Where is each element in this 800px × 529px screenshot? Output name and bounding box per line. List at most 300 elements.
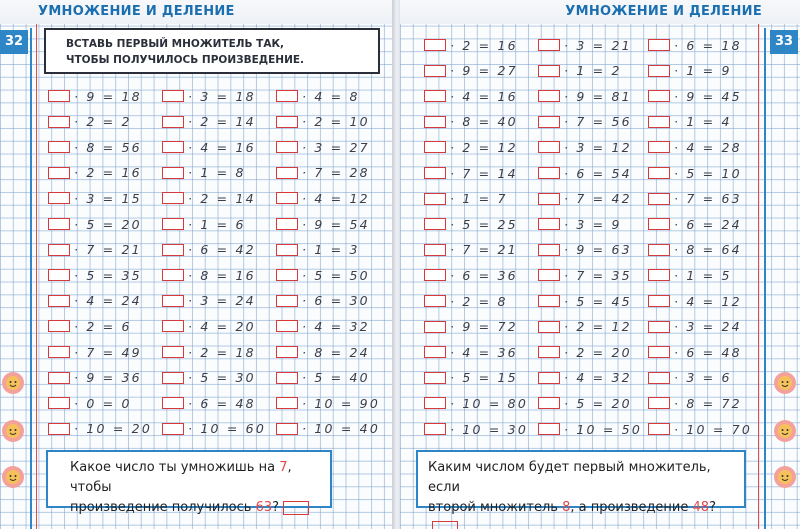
answer-box[interactable]: [276, 423, 298, 435]
exercise-row: [162, 140, 256, 154]
answer-box[interactable]: [276, 397, 298, 409]
sun-icon: [772, 418, 798, 444]
equation-text: · 1 = 7: [450, 191, 508, 207]
equation-text: · 4 = 8: [302, 88, 360, 104]
answer-box[interactable]: [162, 346, 184, 358]
equation-text: · 3 = 15: [74, 190, 142, 206]
equation-text: · 7 = 42: [564, 191, 632, 207]
exercise-row: [48, 140, 142, 154]
sun-icon: [0, 370, 26, 396]
left-question-text-4: ?: [272, 500, 280, 515]
answer-box[interactable]: [648, 295, 670, 307]
answer-box[interactable]: [162, 295, 184, 307]
answer-box[interactable]: [538, 65, 560, 77]
instruction-box: [44, 28, 380, 74]
right-blue-strip: [764, 28, 766, 529]
equation-text: · 3 = 12: [564, 139, 632, 155]
answer-box[interactable]: [48, 397, 70, 409]
answer-box[interactable]: [424, 65, 446, 77]
exercise-row: [162, 319, 256, 333]
exercise-row: [424, 345, 518, 359]
left-question-number-2: 63: [255, 500, 273, 515]
sun-icon: [772, 464, 798, 490]
equation-text: · 2 = 6: [74, 318, 132, 334]
equation-text: · 6 = 48: [188, 395, 256, 411]
equation-text: · 8 = 40: [450, 114, 518, 130]
exercise-row: [648, 345, 742, 359]
exercise-row: [424, 115, 518, 129]
answer-box[interactable]: [648, 65, 670, 77]
equation-text: · 9 = 63: [564, 242, 632, 258]
equation-text: · 10 = 70: [674, 421, 752, 437]
equation-text: · 3 = 21: [564, 37, 632, 53]
equation-text: · 2 = 10: [302, 114, 370, 130]
answer-box[interactable]: [538, 269, 560, 281]
equation-text: · 2 = 16: [74, 165, 142, 181]
answer-box[interactable]: [48, 167, 70, 179]
sun-icon: [0, 464, 26, 490]
right-header-title: УМНОЖЕНИЕ И ДЕЛЕНИЕ: [565, 4, 762, 19]
equation-text: · 6 = 30: [302, 293, 370, 309]
left-question-answer-box[interactable]: [283, 501, 309, 515]
answer-box[interactable]: [424, 423, 446, 435]
exercise-row: [48, 422, 152, 436]
exercise-row: [538, 192, 632, 206]
left-question-text-2: , чтобы: [70, 460, 292, 495]
left-header-title: УМНОЖЕНИЕ И ДЕЛЕНИЕ: [38, 4, 235, 19]
equation-text: · 7 = 63: [674, 191, 742, 207]
answer-box[interactable]: [648, 423, 670, 435]
answer-box[interactable]: [424, 167, 446, 179]
equation-text: · 9 = 18: [74, 88, 142, 104]
exercise-row: [48, 268, 142, 282]
answer-box[interactable]: [48, 346, 70, 358]
exercise-row: [276, 294, 370, 308]
answer-box[interactable]: [162, 116, 184, 128]
answer-box[interactable]: [48, 192, 70, 204]
equation-text: · 7 = 21: [450, 242, 518, 258]
answer-box[interactable]: [48, 141, 70, 153]
left-header: [0, 0, 392, 24]
equation-text: · 5 = 30: [188, 370, 256, 386]
exercise-row: [162, 115, 256, 129]
answer-box[interactable]: [538, 39, 560, 51]
answer-box[interactable]: [538, 372, 560, 384]
exercise-row: [648, 217, 742, 231]
equation-text: · 2 = 12: [450, 139, 518, 155]
exercise-row: [538, 268, 632, 282]
equation-text: · 10 = 30: [450, 421, 528, 437]
answer-box[interactable]: [162, 397, 184, 409]
exercise-row: [538, 345, 632, 359]
equation-text: · 1 = 4: [674, 114, 732, 130]
answer-box[interactable]: [276, 167, 298, 179]
left-question-text-3: произведение получилось: [70, 500, 256, 515]
left-page-number: 32: [0, 30, 28, 54]
equation-text: · 2 = 14: [188, 190, 256, 206]
equation-text: · 2 = 20: [564, 344, 632, 360]
equation-text: · 4 = 28: [674, 139, 742, 155]
exercise-row: [48, 345, 142, 359]
exercise-row: [538, 217, 622, 231]
exercise-row: [48, 396, 132, 410]
equation-text: · 10 = 40: [302, 421, 380, 437]
equation-text: · 4 = 24: [74, 293, 142, 309]
left-margin-line: [36, 24, 37, 529]
equation-text: · 6 = 18: [674, 37, 742, 53]
equation-text: · 5 = 25: [450, 216, 518, 232]
equation-text: · 7 = 56: [564, 114, 632, 130]
equation-text: · 5 = 45: [564, 293, 632, 309]
exercise-row: [538, 38, 632, 52]
equation-text: · 8 = 72: [674, 395, 742, 411]
equation-text: · 3 = 24: [674, 319, 742, 335]
answer-box[interactable]: [538, 295, 560, 307]
answer-box[interactable]: [48, 372, 70, 384]
equation-text: · 0 = 0: [74, 395, 132, 411]
equation-text: · 1 = 3: [302, 242, 360, 258]
exercise-row: [48, 191, 142, 205]
exercise-row: [276, 243, 360, 257]
exercise-row: [538, 371, 632, 385]
answer-box[interactable]: [48, 295, 70, 307]
right-question-answer-box[interactable]: [432, 521, 458, 529]
exercise-row: [424, 371, 518, 385]
instruction-line-2: ЧТОБЫ ПОЛУЧИЛОСЬ ПРОИЗВЕДЕНИЕ.: [66, 54, 305, 66]
exercise-row: [648, 294, 742, 308]
exercise-row: [648, 192, 742, 206]
left-blue-strip: [30, 28, 32, 529]
equation-text: · 4 = 16: [188, 139, 256, 155]
exercise-row: [162, 345, 256, 359]
equation-text: · 7 = 14: [450, 165, 518, 181]
answer-box[interactable]: [162, 192, 184, 204]
equation-text: · 4 = 12: [302, 190, 370, 206]
exercise-row: [276, 140, 370, 154]
answer-box[interactable]: [648, 321, 670, 333]
exercise-row: [48, 89, 142, 103]
answer-box[interactable]: [538, 321, 560, 333]
exercise-row: [424, 320, 518, 334]
answer-box[interactable]: [162, 320, 184, 332]
right-page-number: 33: [770, 30, 798, 54]
answer-box[interactable]: [276, 218, 298, 230]
equation-text: · 1 = 9: [674, 63, 732, 79]
equation-text: · 7 = 35: [564, 267, 632, 283]
equation-text: · 3 = 24: [188, 293, 256, 309]
exercise-row: [424, 268, 518, 282]
exercise-row: [162, 396, 256, 410]
answer-box[interactable]: [648, 167, 670, 179]
exercise-row: [48, 217, 142, 231]
answer-box[interactable]: [648, 193, 670, 205]
exercise-row: [538, 89, 632, 103]
right-question-text-1: Каким числом будет первый множитель, если: [428, 460, 711, 495]
answer-box[interactable]: [424, 346, 446, 358]
equation-text: · 4 = 32: [564, 370, 632, 386]
exercise-row: [162, 294, 256, 308]
exercise-row: [48, 166, 142, 180]
answer-box[interactable]: [276, 90, 298, 102]
equation-text: · 10 = 20: [74, 421, 152, 437]
exercise-row: [276, 319, 370, 333]
equation-text: · 10 = 50: [564, 421, 642, 437]
equation-text: · 9 = 54: [302, 216, 370, 232]
exercise-row: [276, 396, 380, 410]
answer-box[interactable]: [276, 116, 298, 128]
answer-box[interactable]: [48, 269, 70, 281]
answer-box[interactable]: [424, 372, 446, 384]
right-question-box: [416, 450, 746, 515]
exercise-row: [424, 217, 518, 231]
right-header: [400, 0, 800, 24]
equation-text: · 1 = 2: [564, 63, 622, 79]
equation-text: · 9 = 45: [674, 88, 742, 104]
exercise-row: [162, 217, 246, 231]
equation-text: · 5 = 10: [674, 165, 742, 181]
exercise-row: [276, 345, 370, 359]
equation-text: · 7 = 21: [74, 242, 142, 258]
right-question-text-4: ?: [709, 500, 716, 515]
book-spine: [392, 0, 400, 529]
right-question-number-2: 48: [692, 500, 710, 515]
answer-box[interactable]: [424, 39, 446, 51]
answer-box[interactable]: [538, 167, 560, 179]
equation-text: · 7 = 28: [302, 165, 370, 181]
equation-text: · 6 = 48: [674, 344, 742, 360]
exercise-row: [48, 294, 142, 308]
exercise-row: [162, 371, 256, 385]
equation-text: · 3 = 18: [188, 88, 256, 104]
exercise-row: [648, 422, 752, 436]
exercise-row: [538, 422, 642, 436]
exercise-row: [648, 64, 732, 78]
equation-text: · 5 = 20: [564, 395, 632, 411]
exercise-row: [648, 89, 742, 103]
exercise-row: [648, 320, 742, 334]
exercise-row: [538, 243, 632, 257]
equation-text: · 1 = 6: [188, 216, 246, 232]
answer-box[interactable]: [648, 90, 670, 102]
answer-box[interactable]: [276, 346, 298, 358]
equation-text: · 6 = 36: [450, 267, 518, 283]
answer-box[interactable]: [276, 192, 298, 204]
exercise-row: [276, 217, 370, 231]
sun-icon: [772, 370, 798, 396]
answer-box[interactable]: [48, 320, 70, 332]
answer-box[interactable]: [162, 167, 184, 179]
answer-box[interactable]: [162, 90, 184, 102]
answer-box[interactable]: [276, 141, 298, 153]
answer-box[interactable]: [424, 321, 446, 333]
answer-box[interactable]: [424, 141, 446, 153]
equation-text: · 8 = 16: [188, 267, 256, 283]
right-page: [400, 0, 800, 529]
equation-text: · 9 = 36: [74, 370, 142, 386]
answer-box[interactable]: [648, 116, 670, 128]
equation-text: · 10 = 80: [450, 395, 528, 411]
answer-box[interactable]: [424, 295, 446, 307]
equation-text: · 10 = 60: [188, 421, 266, 437]
answer-box[interactable]: [648, 141, 670, 153]
answer-box[interactable]: [48, 116, 70, 128]
exercise-row: [538, 166, 632, 180]
answer-box[interactable]: [162, 269, 184, 281]
answer-box[interactable]: [48, 244, 70, 256]
equation-text: · 4 = 20: [188, 318, 256, 334]
answer-box[interactable]: [424, 193, 446, 205]
equation-text: · 7 = 49: [74, 344, 142, 360]
answer-box[interactable]: [162, 218, 184, 230]
equation-text: · 2 = 14: [188, 114, 256, 130]
exercise-row: [648, 371, 732, 385]
exercise-row: [48, 243, 142, 257]
equation-text: · 2 = 16: [450, 37, 518, 53]
answer-box[interactable]: [48, 90, 70, 102]
answer-box[interactable]: [276, 295, 298, 307]
equation-text: · 5 = 15: [450, 370, 518, 386]
exercise-row: [424, 140, 518, 154]
sun-icon: [0, 418, 26, 444]
exercise-row: [424, 422, 528, 436]
answer-box[interactable]: [538, 423, 560, 435]
equation-text: · 9 = 27: [450, 63, 518, 79]
answer-box[interactable]: [424, 90, 446, 102]
answer-box[interactable]: [538, 116, 560, 128]
answer-box[interactable]: [276, 244, 298, 256]
exercise-row: [648, 268, 732, 282]
exercise-row: [424, 64, 518, 78]
right-question-text-2: второй множитель: [428, 500, 563, 515]
exercise-row: [538, 140, 632, 154]
equation-text: · 9 = 81: [564, 88, 632, 104]
exercise-row: [276, 371, 370, 385]
answer-box[interactable]: [648, 39, 670, 51]
left-question-box: [46, 450, 332, 515]
exercise-row: [424, 396, 528, 410]
exercise-row: [648, 115, 732, 129]
answer-box[interactable]: [276, 269, 298, 281]
exercise-row: [162, 243, 256, 257]
right-question-number-1: 8: [562, 500, 571, 515]
equation-text: · 2 = 2: [74, 114, 132, 130]
exercise-row: [162, 268, 256, 282]
answer-box[interactable]: [424, 397, 446, 409]
answer-box[interactable]: [162, 423, 184, 435]
equation-text: · 4 = 16: [450, 88, 518, 104]
exercise-row: [276, 191, 370, 205]
exercise-row: [424, 166, 518, 180]
equation-text: · 2 = 18: [188, 344, 256, 360]
equation-text: · 4 = 12: [674, 293, 742, 309]
equation-text: · 2 = 12: [564, 319, 632, 335]
equation-text: · 5 = 50: [302, 267, 370, 283]
answer-box[interactable]: [538, 244, 560, 256]
exercise-row: [424, 192, 508, 206]
answer-box[interactable]: [162, 244, 184, 256]
equation-text: · 5 = 35: [74, 267, 142, 283]
answer-box[interactable]: [538, 346, 560, 358]
equation-text: · 8 = 24: [302, 344, 370, 360]
exercise-row: [648, 243, 742, 257]
exercise-row: [648, 140, 742, 154]
exercise-row: [424, 243, 518, 257]
equation-text: · 2 = 8: [450, 293, 508, 309]
equation-text: · 8 = 64: [674, 242, 742, 258]
answer-box[interactable]: [424, 269, 446, 281]
right-margin-line: [758, 24, 759, 529]
answer-box[interactable]: [538, 218, 560, 230]
answer-box[interactable]: [48, 218, 70, 230]
exercise-row: [538, 320, 632, 334]
answer-box[interactable]: [648, 218, 670, 230]
exercise-row: [162, 166, 246, 180]
left-question-number-1: 7: [279, 460, 288, 475]
exercise-row: [162, 422, 266, 436]
exercise-row: [424, 89, 518, 103]
exercise-row: [276, 268, 370, 282]
exercise-row: [648, 396, 742, 410]
answer-box[interactable]: [648, 372, 670, 384]
exercise-row: [648, 38, 742, 52]
answer-box[interactable]: [424, 116, 446, 128]
exercise-row: [48, 371, 142, 385]
equation-text: · 1 = 8: [188, 165, 246, 181]
answer-box[interactable]: [538, 90, 560, 102]
exercise-row: [276, 115, 370, 129]
answer-box[interactable]: [648, 269, 670, 281]
answer-box[interactable]: [162, 372, 184, 384]
answer-box[interactable]: [48, 423, 70, 435]
answer-box[interactable]: [538, 397, 560, 409]
exercise-row: [276, 166, 370, 180]
right-question-text-3: , а произведение: [570, 500, 693, 515]
answer-box[interactable]: [276, 320, 298, 332]
answer-box[interactable]: [424, 244, 446, 256]
exercise-row: [48, 319, 132, 333]
answer-box[interactable]: [648, 244, 670, 256]
answer-box[interactable]: [648, 346, 670, 358]
equation-text: · 9 = 72: [450, 319, 518, 335]
answer-box[interactable]: [276, 372, 298, 384]
exercise-row: [424, 38, 518, 52]
exercise-row: [648, 166, 742, 180]
answer-box[interactable]: [162, 141, 184, 153]
answer-box[interactable]: [538, 193, 560, 205]
exercise-row: [538, 64, 622, 78]
exercise-row: [538, 294, 632, 308]
equation-text: · 4 = 36: [450, 344, 518, 360]
exercise-row: [162, 191, 256, 205]
equation-text: · 1 = 5: [674, 267, 732, 283]
equation-text: · 6 = 24: [674, 216, 742, 232]
equation-text: · 3 = 6: [674, 370, 732, 386]
left-question-text-1: Какое число ты умножишь на: [70, 460, 280, 475]
answer-box[interactable]: [648, 397, 670, 409]
exercise-row: [538, 115, 632, 129]
equation-text: · 6 = 54: [564, 165, 632, 181]
left-page: [0, 0, 392, 529]
exercise-row: [48, 115, 132, 129]
equation-text: · 5 = 20: [74, 216, 142, 232]
answer-box[interactable]: [424, 218, 446, 230]
equation-text: · 4 = 32: [302, 318, 370, 334]
equation-text: · 5 = 40: [302, 370, 370, 386]
equation-text: · 8 = 56: [74, 139, 142, 155]
equation-text: · 3 = 9: [564, 216, 622, 232]
instruction-line-1: ВСТАВЬ ПЕРВЫЙ МНОЖИТЕЛЬ ТАК,: [66, 38, 285, 50]
answer-box[interactable]: [538, 141, 560, 153]
